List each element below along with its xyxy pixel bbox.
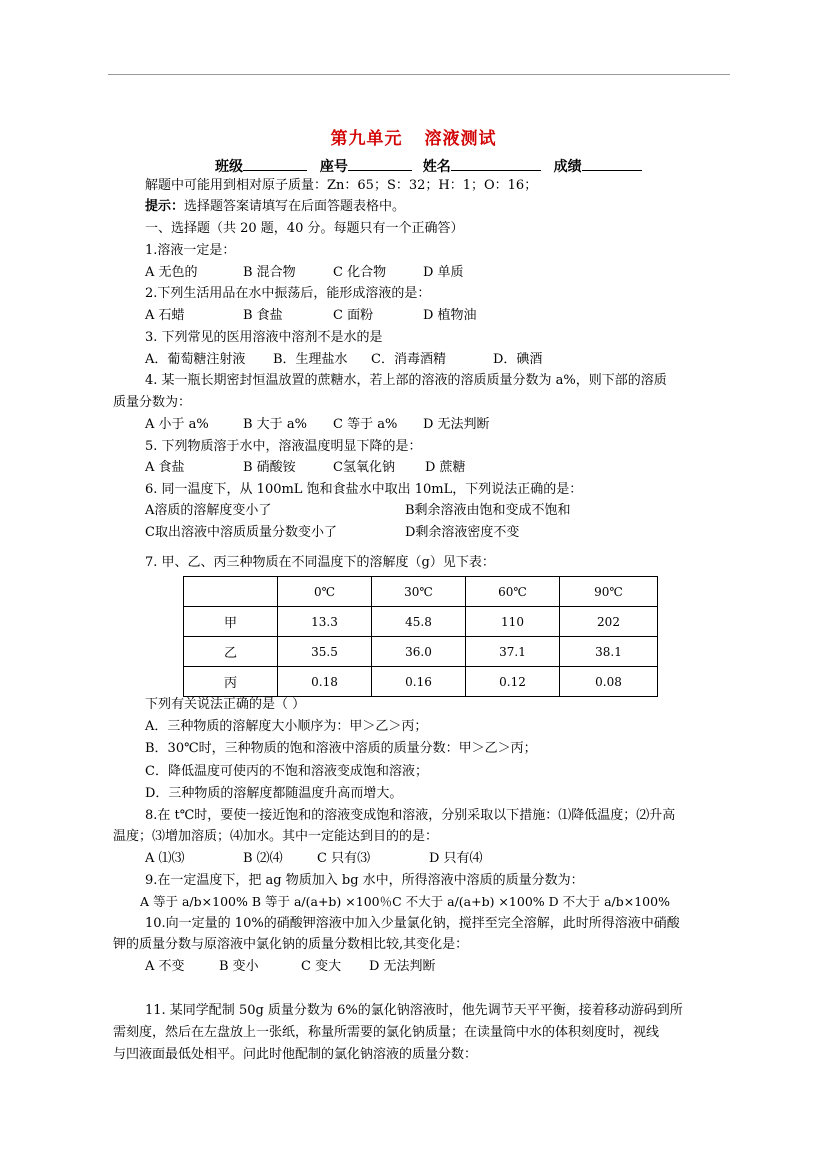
table-row <box>184 667 658 697</box>
class-label: 班级 <box>215 159 243 175</box>
option: C．消毒酒精 <box>371 352 446 367</box>
question-stem-cont: 质量分数为： <box>113 395 192 410</box>
option: B ⑵⑷ <box>243 851 283 866</box>
hint-label: 提示： <box>145 199 185 214</box>
table-row <box>184 637 658 667</box>
title-subject: 溶液测试 <box>424 129 497 149</box>
option-row <box>145 417 490 433</box>
name-label: 姓名 <box>422 159 451 175</box>
option-row <box>145 959 436 975</box>
table-cell: 0.12 <box>466 667 560 697</box>
question-stem: 6. 同一温度下，从 100mL 饱和食盐水中取出 10mL，下列说法正确的是： <box>145 482 583 497</box>
option: D．三种物质的溶解度都随温度升高而增大。 <box>145 786 403 801</box>
hint-line <box>145 199 405 215</box>
option: A 小于 a% <box>145 417 209 432</box>
option: B剩余溶液由饱和变成不饱和 <box>405 503 571 518</box>
option: D剩余溶液密度不变 <box>405 525 520 540</box>
header-rule <box>108 74 730 75</box>
class-blank[interactable] <box>243 157 307 171</box>
option: C 面粉 <box>333 308 374 323</box>
option-row <box>145 308 477 324</box>
option: B．生理盐水 <box>273 352 348 367</box>
option: A溶质的溶解度变小了 <box>145 503 272 518</box>
table-cell: 37.1 <box>466 637 560 667</box>
table-cell: 38.1 <box>560 637 658 667</box>
option: A 石蜡 <box>145 308 185 323</box>
table-cell: 丙 <box>184 667 278 697</box>
table-row <box>184 607 658 637</box>
atomic-mass-note: 解题中可能用到相对原子质量：Zn：65；S：32；H：1；O：16； <box>145 178 538 193</box>
option: A 食盐 <box>145 460 185 475</box>
option-row <box>145 460 466 476</box>
option-row: A 等于 a/b×100% B 等于 a/(a+b) ×100％C 不大于 a/(a+b) ×100% D 不大于 a/b×100% <box>140 894 670 909</box>
table-cell: 35.5 <box>278 637 372 667</box>
name-blank[interactable] <box>451 157 541 171</box>
page-title <box>0 124 827 149</box>
option: D 无法判断 <box>369 959 436 974</box>
table-cell: 乙 <box>184 637 278 667</box>
table-cell: 0.16 <box>372 667 466 697</box>
option: D 植物油 <box>423 308 477 323</box>
table-header-cell <box>184 577 278 607</box>
question-stem: 11. 某同学配制 50g 质量分数为 6%的氯化钠溶液时，他先调节天平平衡，接着移动游码到所 <box>145 1003 683 1018</box>
option: D．碘酒 <box>493 352 543 367</box>
option: A ⑴⑶ <box>145 851 185 866</box>
question-stem: 1.溶液一定是： <box>145 243 236 258</box>
option: C 等于 a% <box>333 417 398 432</box>
table-header-cell: 60℃ <box>466 577 560 607</box>
table-cell: 甲 <box>184 607 278 637</box>
hint-text: 选择题答案请填写在后面答题表格中。 <box>184 199 406 214</box>
option: B 变小 <box>219 959 259 974</box>
table-cell: 13.3 <box>278 607 372 637</box>
option: B．30℃时，三种物质的饱和溶液中溶质的质量分数：甲＞乙＞丙； <box>145 741 537 756</box>
option: C 变大 <box>301 959 342 974</box>
option: B 食盐 <box>243 308 283 323</box>
option: D 单质 <box>423 265 464 280</box>
option-row <box>145 851 483 867</box>
option-row <box>145 352 542 368</box>
table-cell: 110 <box>466 607 560 637</box>
question-stem: 5. 下列物质溶于水中，溶液温度明显下降的是： <box>145 439 422 454</box>
seat-label: 座号 <box>319 159 348 175</box>
option: B 混合物 <box>243 265 296 280</box>
question-stem-cont: 钾的质量分数与原溶液中氯化钠的质量分数相比较,其变化是： <box>113 937 469 952</box>
option: C 化合物 <box>333 265 387 280</box>
table-header-cell: 90℃ <box>560 577 658 607</box>
table-header-cell: 0℃ <box>278 577 372 607</box>
question-stem: 7. 甲、乙、丙三种物质在不同温度下的溶解度（g）见下表： <box>145 555 495 570</box>
table-cell: 0.18 <box>278 667 372 697</box>
question-stem-cont: 与凹液面最低处相平。问此时他配制的氯化钠溶液的质量分数： <box>113 1047 478 1062</box>
question-stem: 8.在 t℃时，要使一接近饱和的溶液变成饱和溶液，分别采取以下措施：⑴降低温度；⑵升高 <box>145 808 676 823</box>
option: C取出溶液中溶质质量分数变小了 <box>145 525 337 540</box>
section-heading: 一、选择题（共 20 题，40 分。每题只有一个正确答） <box>145 221 464 236</box>
table-cell: 36.0 <box>372 637 466 667</box>
question-prompt: 下列有关说法正确的是（ ） <box>145 697 306 712</box>
option: A 不变 <box>145 959 185 974</box>
question-stem: 4. 某一瓶长期密封恒温放置的蔗糖水，若上部的溶液的溶质质量分数为 a%，则下部的溶质 <box>145 373 667 388</box>
option: D 只有⑷ <box>429 851 483 866</box>
option: C．降低温度可使丙的不饱和溶液变成饱和溶液； <box>145 764 428 779</box>
option: B 硝酸铵 <box>243 460 296 475</box>
question-stem-cont: 温度；⑶增加溶质；⑷加水。其中一定能达到目的的是： <box>113 829 439 844</box>
option-row <box>145 265 464 281</box>
title-unit: 第九单元 <box>330 129 403 149</box>
table-header-row <box>184 577 658 607</box>
table-cell: 0.08 <box>560 667 658 697</box>
option: B 大于 a% <box>243 417 307 432</box>
option: C氢氧化钠 <box>333 460 395 475</box>
question-stem: 3. 下列常见的医用溶液中溶剂不是水的是 <box>145 330 383 345</box>
table-cell: 202 <box>560 607 658 637</box>
table-cell: 45.8 <box>372 607 466 637</box>
option: A 无色的 <box>145 265 198 280</box>
score-blank[interactable] <box>582 157 642 171</box>
question-stem: 2.下列生活用品在水中振荡后，能形成溶液的是： <box>145 286 431 301</box>
seat-blank[interactable] <box>348 157 412 171</box>
score-label: 成绩 <box>553 159 582 175</box>
question-stem: 10.向一定量的 10%的硝酸钾溶液中加入少量氯化钠，搅拌至完全溶解，此时所得溶液中硝酸 <box>145 916 680 931</box>
option: A．葡萄糖注射液 <box>145 352 246 367</box>
question-stem-cont: 需刻度，然后在左盘放上一张纸，称量所需要的氯化钠质量；在读量筒中水的体积刻度时，视线 <box>113 1025 660 1040</box>
option: D 无法判断 <box>423 417 490 432</box>
option: D 蔗糖 <box>425 460 466 475</box>
option: A．三种物质的溶解度大小顺序为：甲＞乙＞丙； <box>145 719 428 734</box>
table-header-cell: 30℃ <box>372 577 466 607</box>
option: C 只有⑶ <box>317 851 371 866</box>
question-stem: 9.在一定温度下，把 ag 物质加入 bg 水中，所得溶液中溶质的质量分数为： <box>145 873 584 888</box>
solubility-table <box>183 576 658 697</box>
student-info-fields <box>215 157 642 175</box>
